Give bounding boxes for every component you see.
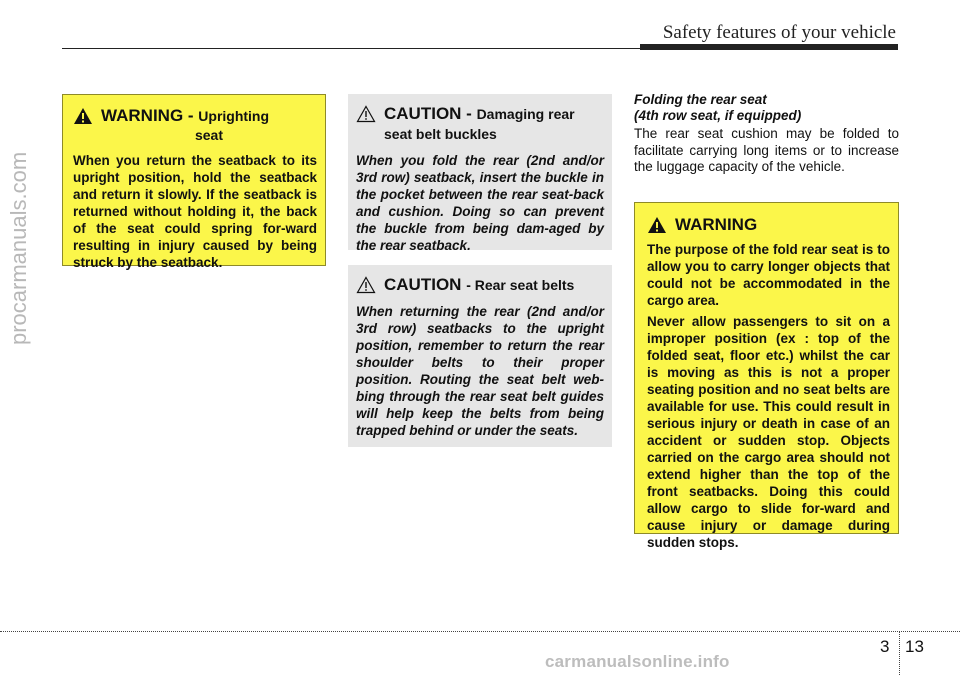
header-title: Safety features of your vehicle: [662, 22, 896, 43]
caution-title: [356, 275, 604, 295]
side-watermark: procarmanuals.com: [6, 151, 31, 345]
warning-subject-line2: seat: [194, 127, 224, 143]
section-title-line1: Folding the rear seat: [634, 92, 767, 107]
section-body: The rear seat cushion may be folded to facilitate carrying long items or to increase the luggage capacity of the vehicle.: [634, 126, 899, 174]
caution-triangle-icon: [356, 276, 376, 294]
page-number: 13: [905, 637, 924, 656]
warning-title: [73, 106, 317, 145]
section-title-line2: (4th row seat, if equipped): [634, 108, 802, 123]
warning-paragraph-1: The purpose of the fold rear seat is to allow you to carry longer objects that could not be accommodated in the cargo area.: [647, 242, 890, 308]
warning-subject: Uprighting: [198, 108, 270, 124]
caution-body: When returning the rear (2nd and/or 3rd row) seatbacks to the upright position, remember to return the rear shoulder belts to their proper position. Routing the seat belt web-bing through the rear seat belt guides will help keep the belts from being trapped behind or under the seats.: [356, 304, 604, 438]
warning-box-uprighting-seat: [62, 94, 326, 270]
section-title: [634, 92, 899, 124]
caution-box-seat-belt-buckles: [348, 94, 612, 253]
caution-box-rear-seat-belts: [348, 265, 612, 447]
caution-subject: - Rear seat belts: [466, 277, 575, 293]
caution-label: CAUTION: [384, 275, 462, 294]
warning-paragraph-2: Never allow passengers to sit on a improper position (ex : top of the folded seat, floor etc.) whilst the car is moving as this is not a proper seating position and no seat belts are available for use. This could result in serious injury or death in case of an accident or sudden stop. Objects carried on the cargo area should not extend higher than the top of the front seatbacks. Doing this could allow cargo to slide for-ward and cause injury or damage during sudden stops.: [647, 314, 890, 550]
warning-triangle-icon: [647, 216, 667, 234]
bottom-watermark: carmanualsonline.info: [545, 652, 730, 671]
warning-triangle-icon: [73, 107, 93, 125]
warning-body: When you return the seatback to its upright position, hold the seatback and return it slowly. If the seatback is returned without holding it, the back of the seat could spring for-ward resulting in injury caused by being struck by the seatback.: [73, 153, 317, 270]
header-rule-accent: [640, 44, 898, 50]
warning-box-fold-rear-seat: [634, 202, 899, 550]
footer-divider: [899, 631, 900, 675]
caution-subject: Damaging rear seat belt buckles: [384, 106, 575, 142]
caution-label: CAUTION -: [384, 104, 472, 123]
caution-body: When you fold the rear (2nd and/or 3rd row) seatback, insert the buckle in the pocket between the rear seat-back and cushion. Doing so can prevent the buckle from being dam-aged by the rear seatback.: [356, 153, 604, 253]
warning-title: [647, 215, 890, 234]
footer-rule: [0, 631, 960, 632]
caution-title: [356, 104, 604, 144]
warning-label: WARNING -: [101, 106, 194, 125]
warning-label: WARNING: [675, 215, 758, 234]
chapter-number: 3: [880, 637, 890, 656]
caution-triangle-icon: [356, 105, 376, 123]
